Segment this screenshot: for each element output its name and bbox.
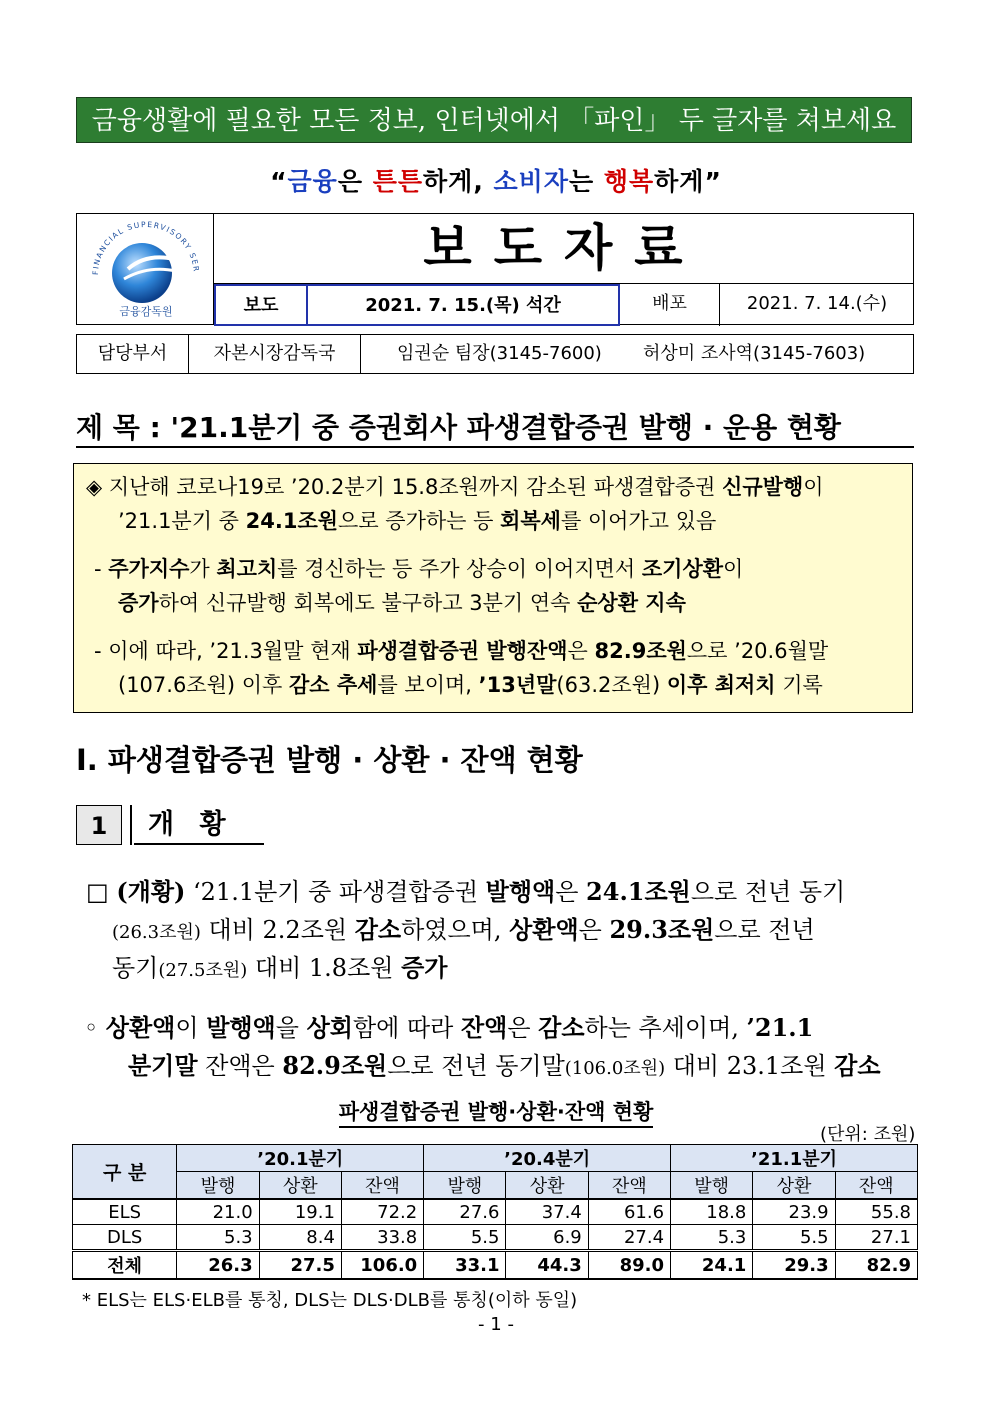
column-header: 발행 [424,1172,506,1200]
table-unit: (단위: 조원) [820,1124,916,1145]
column-header: 잔액 [341,1172,423,1200]
summary-text: 으로 증가하는 등 [338,509,501,533]
slogan-quote-close: ” [704,167,722,196]
summary-text: 를 보이며, [377,673,479,697]
table-cell: 29.3 [753,1251,835,1280]
summary-text: 으로 ’20.6월말 [686,639,829,663]
heading-divider [130,805,132,845]
column-header: 상환 [506,1172,588,1200]
table-cell: 26.3 [177,1251,259,1280]
summary-text: 이 [803,475,824,499]
section-title: I. 파생결합증권 발행 · 상환 · 잔액 현황 [76,743,583,777]
table-cell: 37.4 [506,1199,588,1225]
summary-text: 은 [567,639,595,663]
column-header: 상환 [259,1172,341,1200]
fss-logo-icon [76,213,214,325]
section-number: 1 [76,805,122,845]
bullet-line [128,1046,881,1081]
table-cell: 24.1 [671,1251,753,1280]
summary-text: 이 [723,557,744,581]
overview-line [112,910,815,945]
table-cell: 27.1 [835,1225,917,1251]
slogan-word: 금융 [287,167,338,196]
release-row [214,283,914,325]
body-text: 으로 전년 동기말 [387,1052,565,1080]
row-label: ELS [73,1199,177,1225]
summary-emphasis: 최고치 [216,557,278,581]
summary-emphasis: ’13년말 [478,673,557,697]
table-total-row [73,1251,918,1280]
slogan-word: 소비자 [493,167,569,196]
page-number: - 1 - [478,1314,514,1335]
summary-emphasis: 증가 [118,591,159,615]
body-text: (26.3조원) [112,922,201,943]
footnote: * ELS는 ELS·ELB를 통칭, DLS는 DLS·DLB를 통칭(이하 동일) [82,1290,578,1311]
body-text: ◦ [84,1014,106,1042]
summary-emphasis: 이후 최저치 [666,673,776,697]
body-emphasis: 상환액 [509,915,579,944]
distribution-date: 2021. 7. 14.(수) [746,293,888,314]
body-emphasis: 잔액 [460,1013,508,1042]
column-header: 발행 [177,1172,259,1200]
issuance-table [72,1144,918,1280]
summary-text: (107.6조원) 이후 [118,673,289,697]
summary-emphasis: 신규발행 [722,475,804,499]
summary-text: 하여 신규발행 회복에도 불구하고 3분기 연속 [158,591,578,615]
table-header-row [73,1145,918,1172]
summary-text: ◈ 지난해 코로나19로 ’20.2분기 15.8조원까지 감소된 파생결합증권 [86,475,723,499]
report-label: 보도 [214,284,308,326]
column-header: 발행 [671,1172,753,1200]
bullet-line [84,1008,813,1043]
body-emphasis: 29.3조원 [609,915,715,944]
table-cell: 82.9 [835,1251,917,1280]
slogan [0,162,992,198]
subject-underline [76,446,914,448]
body-text: 대비 1.8조원 [247,954,402,982]
table-cell: 27.4 [588,1225,670,1251]
body-text: ‘21.1분기 중 파생결합증권 [185,878,486,906]
body-emphasis: (개황) [116,877,186,906]
fss-logo [76,213,214,325]
table-cell: 61.6 [588,1199,670,1225]
subject-title: 제 목 : '21.1분기 중 증권회사 파생결합증권 발행 · 운용 현황 [76,411,841,444]
body-text: (106.0조원) [564,1058,666,1079]
table-cell: 5.5 [753,1225,835,1251]
summary-text: 기록 [775,673,823,697]
summary-emphasis: 순상환 지속 [577,591,686,615]
heading-underline [134,843,264,845]
summary-emphasis: 82.9조원 [594,639,687,663]
summary-text: ’21.1분기 중 [118,509,246,533]
table-corner: 구 분 [73,1145,177,1200]
table-cell: 23.9 [753,1199,835,1225]
contact-2: 허상미 조사역(3145-7603) [643,343,866,364]
table-cell: 18.8 [671,1199,753,1225]
table-subheader-row [73,1172,918,1200]
summary-line [118,670,823,700]
period-header: ’20.1분기 [177,1145,424,1172]
report-date: 2021. 7. 15.(목) 석간 [308,284,620,326]
summary-line [94,636,828,666]
body-emphasis: ’21.1 [746,1013,814,1042]
contact-1: 임권순 팀장(3145-7600) [397,343,602,364]
body-text: 은 [578,916,610,944]
body-emphasis: 상회 [306,1013,353,1042]
logo-name: 금융감독원 [119,305,173,318]
slogan-word: 튼튼 [372,167,424,196]
body-emphasis: 증가 [401,953,448,982]
table-title-text: 파생결합증권 발행·상환·잔액 현황 [339,1100,654,1128]
summary-text: 가 [189,557,217,581]
body-text: 동기 [112,954,159,982]
summary-text: 를 이어가고 있음 [560,509,717,533]
row-label: DLS [73,1225,177,1251]
table-cell: 33.8 [341,1225,423,1251]
body-emphasis: 상환액 [105,1013,176,1042]
column-header: 잔액 [588,1172,670,1200]
table-cell: 89.0 [588,1251,670,1280]
body-text: □ [86,878,117,906]
summary-emphasis: 24.1조원 [245,509,339,533]
slogan-word: 는 [568,167,604,196]
body-emphasis: 분기말 [128,1051,198,1080]
body-text: 하는 추세이며, [584,1014,747,1042]
dept-name: 자본시장감독국 [189,335,361,373]
summary-line [118,588,686,618]
summary-text: (63.2조원) [556,673,667,697]
body-emphasis: 발행액 [485,877,556,906]
table-cell: 106.0 [341,1251,423,1280]
column-header: 잔액 [835,1172,917,1200]
table-row [73,1225,918,1251]
summary-box [73,463,913,713]
slogan-word: 하게, [423,167,494,196]
body-text: 이 [175,1014,207,1042]
overview-line [86,872,845,907]
table-cell: 5.5 [424,1225,506,1251]
body-emphasis: 감소 [834,1051,881,1080]
column-header: 상환 [753,1172,835,1200]
table-cell: 44.3 [506,1251,588,1280]
row-label: 전체 [73,1251,177,1280]
summary-emphasis: 회복세 [500,509,561,533]
table-cell: 8.4 [259,1225,341,1251]
body-text: (27.5조원) [158,960,248,981]
table-cell: 33.1 [424,1251,506,1280]
summary-emphasis: 조기상환 [641,557,724,581]
period-header: ’20.4분기 [424,1145,671,1172]
summary-text: 를 경신하는 등 주가 상승이 이어지면서 [277,557,642,581]
info-banner: 금융생활에 필요한 모든 정보, 인터넷에서 「파인」 두 글자를 쳐보세요 [76,97,912,143]
body-emphasis: 감소 [538,1013,585,1042]
summary-text: - 이에 따라, ’21.3월말 현재 [94,639,358,663]
summary-line [86,472,824,502]
table-cell: 27.5 [259,1251,341,1280]
summary-emphasis: 주가지수 [108,557,190,581]
table-cell: 27.6 [424,1199,506,1225]
table-cell: 21.0 [177,1199,259,1225]
body-emphasis: 82.9조원 [282,1051,388,1080]
slogan-word: 행복 [603,167,655,196]
body-text: 대비 2.2조원 [200,916,355,944]
overview-line [112,948,447,983]
body-text: 으로 전년 [714,916,815,944]
body-emphasis: 24.1조원 [586,877,691,906]
logo-arc-text: FINANCIAL SUPERVISORY SER [90,219,201,276]
table-cell: 55.8 [835,1199,917,1225]
period-header: ’21.1분기 [671,1145,918,1172]
summary-line [118,506,716,536]
press-title: 보도자료 [423,219,705,277]
body-text: 은 [507,1014,539,1042]
body-text: 대비 23.1조원 [665,1052,835,1080]
table-cell: 5.3 [671,1225,753,1251]
table-cell: 19.1 [259,1199,341,1225]
summary-text: - [94,557,109,581]
department-row [76,334,914,374]
slogan-word: 은 [337,167,373,196]
table-row [73,1199,918,1225]
summary-emphasis: 파생결합증권 발행잔액 [357,639,568,663]
table-cell: 6.9 [506,1225,588,1251]
slogan-quote-open: “ [270,167,288,196]
body-text: 으로 전년 동기 [690,878,846,906]
body-text: 을 [275,1014,307,1042]
table-cell: 5.3 [177,1225,259,1251]
body-text: 하였으며, [401,916,510,944]
body-text: 잔액은 [197,1052,283,1080]
body-emphasis: 발행액 [206,1013,276,1042]
body-text: 은 [555,878,587,906]
slogan-word: 하게 [654,167,705,196]
table-cell: 72.2 [341,1199,423,1225]
summary-line [94,554,743,584]
body-emphasis: 감소 [354,915,402,944]
dept-label: 담당부서 [77,335,189,373]
body-text: 함에 따라 [352,1014,461,1042]
distribution-label: 배포 [620,284,720,326]
summary-emphasis: 감소 추세 [289,673,378,697]
section-heading: 개 황 [148,809,234,840]
